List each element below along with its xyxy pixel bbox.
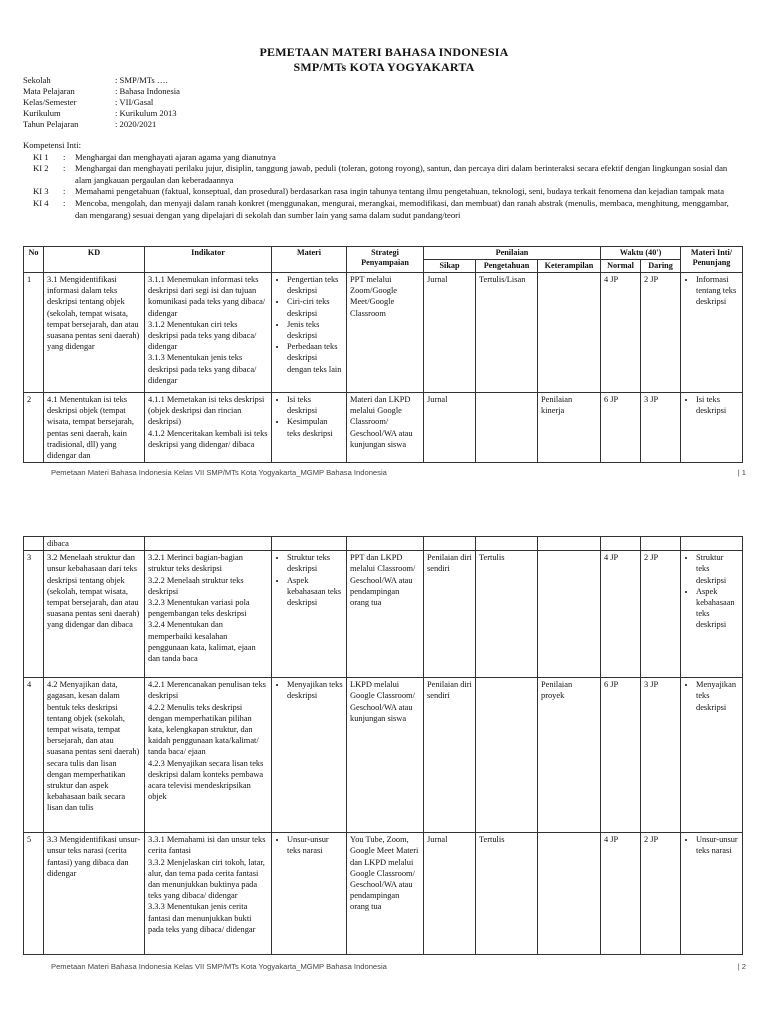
header-strategi: Strategi Penyampaian <box>347 247 424 273</box>
cell-strategi: Materi dan LKPD melalui Google Classroom/ Geschool/WA atau kunjungan siswa <box>347 393 424 463</box>
cell-materi: • Isi teks deskripsi • Kesimpulan teks deskripsi <box>272 393 347 463</box>
cell-keterampilan: Penilaian proyek <box>538 678 601 833</box>
cell-kd: 3.3 Mengidentifikasi unsur-unsur teks narasi (cerita fantasi) yang dibaca dan didengar <box>44 833 145 955</box>
header-no: No <box>24 247 44 273</box>
cell-kd: dibaca <box>44 537 145 551</box>
table-row <box>24 551 743 678</box>
page-number: | 2 <box>737 962 746 971</box>
page-1 <box>0 0 768 490</box>
cell-pengetahuan: Tertulis <box>476 833 538 955</box>
cell-kd: 3.2 Menelaah struktur dan unsur kebahasaan dari teks deskripsi tentang objek (sekolah, tempat wisata, tempat bersejarah, dan atau suasana pentas seni daerah) yang didengar dan dibaca <box>44 551 145 678</box>
cell-indikator: 4.1.1 Memetakan isi teks deskripsi (objek deskripsi dan rincian deskripsi) 4.1.2 Menceritakan kembali isi teks deskripsi yang didengar/ dibaca <box>145 393 272 463</box>
cell-daring: 2 JP <box>641 833 681 955</box>
cell-daring: 2 JP <box>641 273 681 393</box>
cell-materi-inti: • Menyajikan teks deskripsi <box>681 678 743 833</box>
header-normal: Normal <box>601 260 641 273</box>
meta-label: Kurikulum <box>23 108 61 118</box>
cell-materi: • Pengertian teks deskripsi • Ciri-ciri teks deskripsi • Jenis teks deskripsi • Perbedaan teks deskripsi dengan teks lain <box>272 273 347 393</box>
meta-value: : SMP/MTs …. <box>115 75 168 85</box>
ki-item: KI 4 : Mencoba, mengolah, dan menyaji dalam ranah konkret (menggunakan, mengurai, merangkai, memodifikasi, dan membuat) dan ranah abstrak (menulis, membaca, menghitung, menggambar, dan mengarang) sesuai dengan yang dipelajari di sekolah dan sumber lain yang sama dalam sudut pandang/teori <box>33 197 729 220</box>
ki-label: Kompetensi Inti: <box>23 140 81 150</box>
table-row <box>24 273 743 393</box>
mapping-table <box>23 246 743 463</box>
meta-value: : Bahasa Indonesia <box>115 86 180 96</box>
cell-normal: 4 JP <box>601 551 641 678</box>
cell-no: 4 <box>24 678 44 833</box>
cell-materi-inti: • Struktur teks deskripsi • Aspek kebahasaan teks deskripsi <box>681 551 743 678</box>
identity-block <box>23 75 180 130</box>
header-daring: Daring <box>641 260 681 273</box>
cell-materi-inti: • Unsur-unsur teks narasi <box>681 833 743 955</box>
cell-sikap: Jurnal <box>424 833 476 955</box>
header-indikator: Indikator <box>145 247 272 273</box>
table-row <box>24 393 743 463</box>
footer-text: Pemetaan Materi Bahasa Indonesia Kelas VII SMP/MTs Kota Yogyakarta_MGMP Bahasa Indonesia <box>51 962 387 971</box>
cell-indikator: 3.2.1 Merinci bagian-bagian struktur teks deskripsi 3.2.2 Menelaah struktur teks deskripsi 3.2.3 Menentukan variasi pola pengembangan teks deskripsi 3.2.4 Menentukan dan memperbaiki kesalahan penggunaan kata, kalimat, ejaan dan tanda baca <box>145 551 272 678</box>
meta-value: : 2020/2021 <box>115 119 157 129</box>
cell-pengetahuan: Tertulis/Lisan <box>476 273 538 393</box>
meta-label: Tahun Pelajaran <box>23 119 79 129</box>
page-number: | 1 <box>737 468 746 477</box>
cell-normal: 6 JP <box>601 393 641 463</box>
cell-no: 3 <box>24 551 44 678</box>
cell-no: 5 <box>24 833 44 955</box>
cell-indikator: 3.3.1 Memahami isi dan unsur teks cerita fantasi 3.3.2 Menjelaskan ciri tokoh, latar, alur, dan tema pada cerita fantasi dan menunjukkan buktinya pada teks yang dibaca/ didengar 3.3.3 Menentukan jenis cerita fantasi dan menunjukkan bukti pada teks yang dibaca/ didengar <box>145 833 272 955</box>
cell-normal: 4 JP <box>601 273 641 393</box>
ki-item: KI 2 : Menghargai dan menghayati perilaku jujur, disiplin, tanggung jawab, peduli (toleran, gotong royong), santun, dan percaya diri dalam berinteraksi secara efektif dengan lingkungan sosial dan alam jangkauan pergaulan dan keberadaannya <box>33 163 728 185</box>
table-row <box>24 678 743 833</box>
cell-indikator: 4.2.1 Merencanakan penulisan teks deskripsi 4.2.2 Menulis teks deskripsi dengan memperhatikan pilihan kata, kelengkapan struktur, dan kaidah penggunaan kata/kalimat/ tanda baca/ ejaan 4.2.3 Menyajikan secara lisan teks deskripsi dalam konteks pembawa acara televisi mendeskripsikan objek <box>145 678 272 833</box>
cell-indikator: 3.1.1 Menemukan informasi teks deskripsi dari segi isi dan tujuan komunikasi pada teks yang dibaca/ didengar 3.1.2 Menentukan ciri teks deskripsi pada teks yang dibaca/ didengar 3.1.3 Menentukan jenis teks deskripsi pada teks yang dibaca/ didengar <box>145 273 272 393</box>
cell-sikap: Penilaian diri sendiri <box>424 678 476 833</box>
table-row <box>24 833 743 955</box>
cell-materi-inti: • Informasi tentang teks deskripsi <box>681 273 743 393</box>
cell-kd: 4.2 Menyajikan data, gagasan, kesan dalam bentuk teks deskripsi tentang objek (sekolah, tempat wisata, tempat bersejarah, dan atau suasana pentas seni daerah) secara tulis dan lisan dengan memperhatikan struktur dan aspek kebahasaan baik secara lisan dan tulis <box>44 678 145 833</box>
page-gap <box>0 490 768 528</box>
cell-pengetahuan: Tertulis <box>476 551 538 678</box>
meta-value: : Kurikulum 2013 <box>115 108 177 118</box>
cell-strategi: You Tube, Zoom, Google Meet Materi dan LKPD melalui Google Classroom/ Geschool/WA atau pendampingan orang tua <box>347 833 424 955</box>
cell-no: 2 <box>24 393 44 463</box>
header-penilaian: Penilaian <box>424 247 601 260</box>
cell-daring: 2 JP <box>641 551 681 678</box>
cell-strategi: PPT dan LKPD melalui Classroom/ Geschool/WA atau pendampingan orang tua <box>347 551 424 678</box>
header-keterampilan: Keterampilan <box>538 260 601 273</box>
ki-item: KI 1 : Menghargai dan menghayati ajaran agama yang dianutnya <box>33 151 276 162</box>
cell-daring: 3 JP <box>641 393 681 463</box>
cell-sikap: Jurnal <box>424 273 476 393</box>
meta-value: : VII/Gasal <box>115 97 154 107</box>
meta-label: Kelas/Semester <box>23 97 77 107</box>
cell-materi: • Struktur teks deskripsi • Aspek kebahasaan teks deskripsi <box>272 551 347 678</box>
doc-title: PEMETAAN MATERI BAHASA INDONESIA <box>259 45 509 59</box>
kompetensi-inti <box>23 140 743 221</box>
cell-keterampilan <box>538 273 601 393</box>
meta-label: Mata Pelajaran <box>23 86 75 96</box>
doc-subtitle: SMP/MTs KOTA YOGYAKARTA <box>293 60 475 74</box>
header-materi: Materi <box>272 247 347 273</box>
cell-kd: 4.1 Menentukan isi teks deskripsi objek (tempat wisata, tempat bersejarah, pentas seni daerah, kain tradisional, dll) yang didengar dan <box>44 393 145 463</box>
mapping-table-continued <box>23 536 743 955</box>
header-pengetahuan: Pengetahuan <box>476 260 538 273</box>
cell-sikap: Jurnal <box>424 393 476 463</box>
cell-materi: • Unsur-unsur teks narasi <box>272 833 347 955</box>
cell-normal: 4 JP <box>601 833 641 955</box>
header-kd: KD <box>44 247 145 273</box>
cell-strategi: LKPD melalui Google Classroom/ Geschool/WA atau kunjungan siswa <box>347 678 424 833</box>
cell-kd: 3.1 Mengidentifikasi informasi dalam teks deskripsi tentang objek (sekolah, tempat wisata, tempat bersejarah, dan atau suasana pentas seni daerah) yang didengar <box>44 273 145 393</box>
ki-item: KI 3 : Memahami pengetahuan (faktual, konseptual, dan prosedural) berdasarkan rasa ingin tahunya tentang ilmu pengetahuan, teknologi, seni, budaya terkait fenomena dan kejadian tampak mata <box>33 186 725 197</box>
cell-materi: • Menyajikan teks deskripsi <box>272 678 347 833</box>
cell-keterampilan: Penilaian kinerja <box>538 393 601 463</box>
cell-pengetahuan <box>476 678 538 833</box>
footer-text: Pemetaan Materi Bahasa Indonesia Kelas VII SMP/MTs Kota Yogyakarta_MGMP Bahasa Indonesia <box>51 468 387 477</box>
cell-no: 1 <box>24 273 44 393</box>
cell-pengetahuan <box>476 393 538 463</box>
cell-strategi: PPT melalui Zoom/Google Meet/Google Classroom <box>347 273 424 393</box>
header-sikap: Sikap <box>424 260 476 273</box>
cell-normal: 6 JP <box>601 678 641 833</box>
cell-daring: 3 JP <box>641 678 681 833</box>
table-row <box>24 537 743 551</box>
cell-materi-inti: • Isi teks deskripsi <box>681 393 743 463</box>
cell-keterampilan <box>538 833 601 955</box>
cell-keterampilan <box>538 551 601 678</box>
header-waktu: Waktu (40') <box>601 247 681 260</box>
header-materi-inti: Materi Inti/ Penunjang <box>681 247 743 273</box>
cell-sikap: Penilaian diri sendiri <box>424 551 476 678</box>
meta-label: Sekolah <box>23 75 51 85</box>
page-2 <box>0 528 768 1024</box>
